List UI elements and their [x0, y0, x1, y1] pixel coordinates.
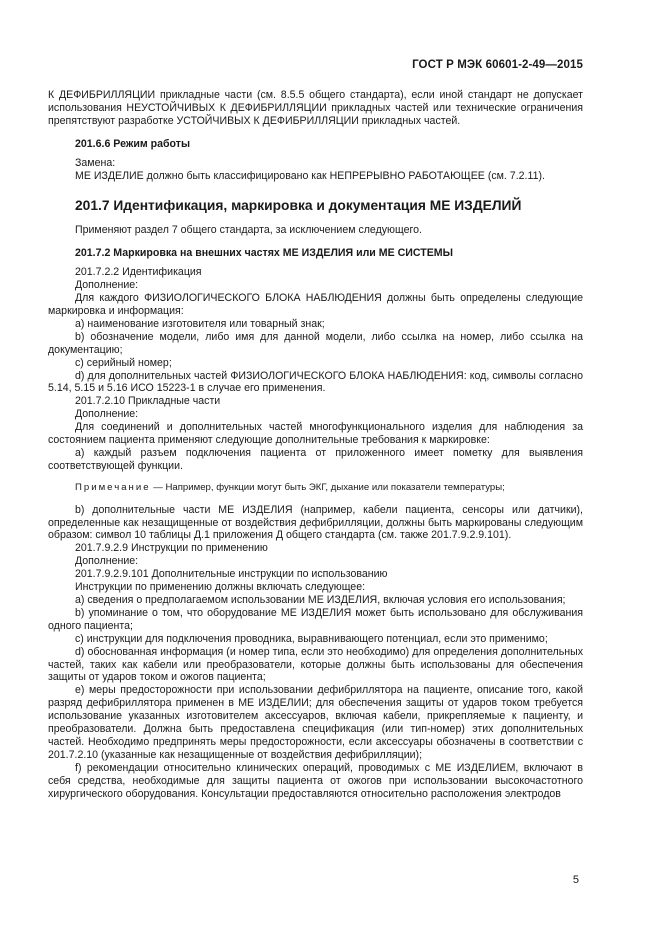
- document-body: [48, 89, 583, 801]
- note: [48, 482, 583, 495]
- continuous-operation-text: МЕ ИЗДЕЛИЕ должно быть классифицировано как НЕПРЕРЫВНО РАБОТАЮЩЕЕ (см. 7.2.11).: [75, 169, 545, 182]
- list-item: b) обозначение модели, либо имя для данной модели, либо ссылка на номер, либо ссылка на документацию;: [48, 330, 583, 356]
- list-intro-paragraph: Инструкции по применению должны включать следующее:: [75, 581, 366, 594]
- section-201-6-6-heading: 201.6.6 Режим работы: [75, 137, 190, 150]
- section-201-7-heading: 201.7 Идентификация, маркировка и документация МЕ ИЗДЕЛИЙ: [75, 198, 522, 214]
- list-item: b) упоминание о том, что оборудование МЕ ИЗДЕЛИЯ может быть использовано для обслуживания одного пациента;: [48, 606, 583, 632]
- note-text: — Например, функции могут быть ЭКГ, дыхание или показатели температуры;: [150, 481, 505, 493]
- list-item: f) рекомендации относительно клинических операций, проводимых с МЕ ИЗДЕЛИЕМ, включают в себя средства, необходимые для защиты пациента от ожогов при использовании высокочастотного хирургического оборудования. Консультации предоставляются относительно расположения электродов: [48, 761, 583, 800]
- page-number: 5: [572, 874, 579, 886]
- list-item: е) меры предосторожности при использовании дефибриллятора на пациенте, описание того, какой разряд дефибриллятора применен в МЕ ИЗДЕЛИИ; для обеспечения защиты от ударов током требуется использование указанных изготовителем аксессуаров, включая кабели, прикрепляемые к пациенту, и преобразователи. Должна быть предоставлена спецификация (или тип-номер) этих дополнительных частей. Необходимо предпринять меры предосторожности, если аксессуары обозначены в соответствии с 201.7.2.10 (указанные как незащищенные от воздействия дефибрилляции);: [48, 684, 583, 761]
- list-item: b) дополнительные части МЕ ИЗДЕЛИЯ (например, кабели пациента, сенсоры или датчики), определенные как незащищенные от воздействия дефибрилляции, должны быть маркированы следующим образом: символ 10 таблицы Д.1 приложения Д общего стандарта (см. также 201.7.9.2.9.101).: [48, 503, 583, 542]
- list-item: c) серийный номер;: [75, 356, 172, 369]
- list-intro-paragraph: Для соединений и дополнительных частей многофункционального изделия для наблюдения за состоянием пациента применяют следующие дополнительные требования к маркировке:: [48, 421, 583, 447]
- additional-instructions-subheading: 201.7.9.2.9.101 Дополнительные инструкции по использованию: [75, 568, 388, 581]
- section-201-7-2-heading: 201.7.2 Маркировка на внешних частях МЕ ИЗДЕЛИЯ или МЕ СИСТЕМЫ: [75, 247, 453, 260]
- list-item: c) инструкции для подключения проводника, выравнивающего потенциал, если это применимо;: [75, 632, 548, 645]
- note-label: Примечание: [75, 481, 151, 493]
- list-item: d) для дополнительных частей ФИЗИОЛОГИЧЕСКОГО БЛОКА НАБЛЮДЕНИЯ: код, символы согласно 5.14, 5.15 и 5.16 ИСО 15223-1 в случае его применения.: [48, 369, 583, 395]
- document-header: ГОСТ Р МЭК 60601-2-49—2015: [412, 59, 583, 71]
- identification-subheading: 201.7.2.2 Идентификация: [75, 266, 202, 279]
- list-item: а) каждый разъем подключения пациента от приложенного имеет пометку для выявления соответствующей функции.: [48, 446, 583, 472]
- addition-label: Дополнение:: [75, 279, 139, 292]
- section-201-7-text: Применяют раздел 7 общего стандарта, за исключением следующего.: [75, 224, 422, 237]
- instructions-subheading: 201.7.9.2.9 Инструкции по применению: [75, 542, 268, 555]
- list-item: а) сведения о предполагаемом использовании МЕ ИЗДЕЛИЯ, включая условия его использования;: [75, 594, 566, 606]
- applied-parts-subheading: 201.7.2.10 Прикладные части: [75, 395, 221, 408]
- list-intro-paragraph: Для каждого ФИЗИОЛОГИЧЕСКОГО БЛОКА НАБЛЮДЕНИЯ должны быть определены следующие маркировка и информация:: [48, 292, 583, 317]
- addition-label: Дополнение:: [75, 408, 139, 421]
- addition-label: Дополнение:: [75, 555, 139, 568]
- list-item: d) обоснованная информация (и номер типа, если это необходимо) для определения дополнительных частей, таких как кабели или преобразователи, которые должны быть использованы для обеспечения защиты от ударов током и ожогов пациента;: [48, 645, 583, 684]
- list-item: а) наименование изготовителя или товарный знак;: [75, 317, 325, 330]
- intro-paragraph: К ДЕФИБРИЛЛЯЦИИ прикладные части (см. 8.5.5 общего стандарта), если иной стандарт не допускает использования НЕУСТОЙЧИВЫХ К ДЕФИБРИЛЛЯЦИИ прикладных частей или технические ограничения препятствуют разработке УСТОЙЧИВЫХ К ДЕФИБРИЛЛЯЦИИ прикладных частей.: [48, 89, 583, 127]
- replacement-label: Замена:: [75, 156, 116, 169]
